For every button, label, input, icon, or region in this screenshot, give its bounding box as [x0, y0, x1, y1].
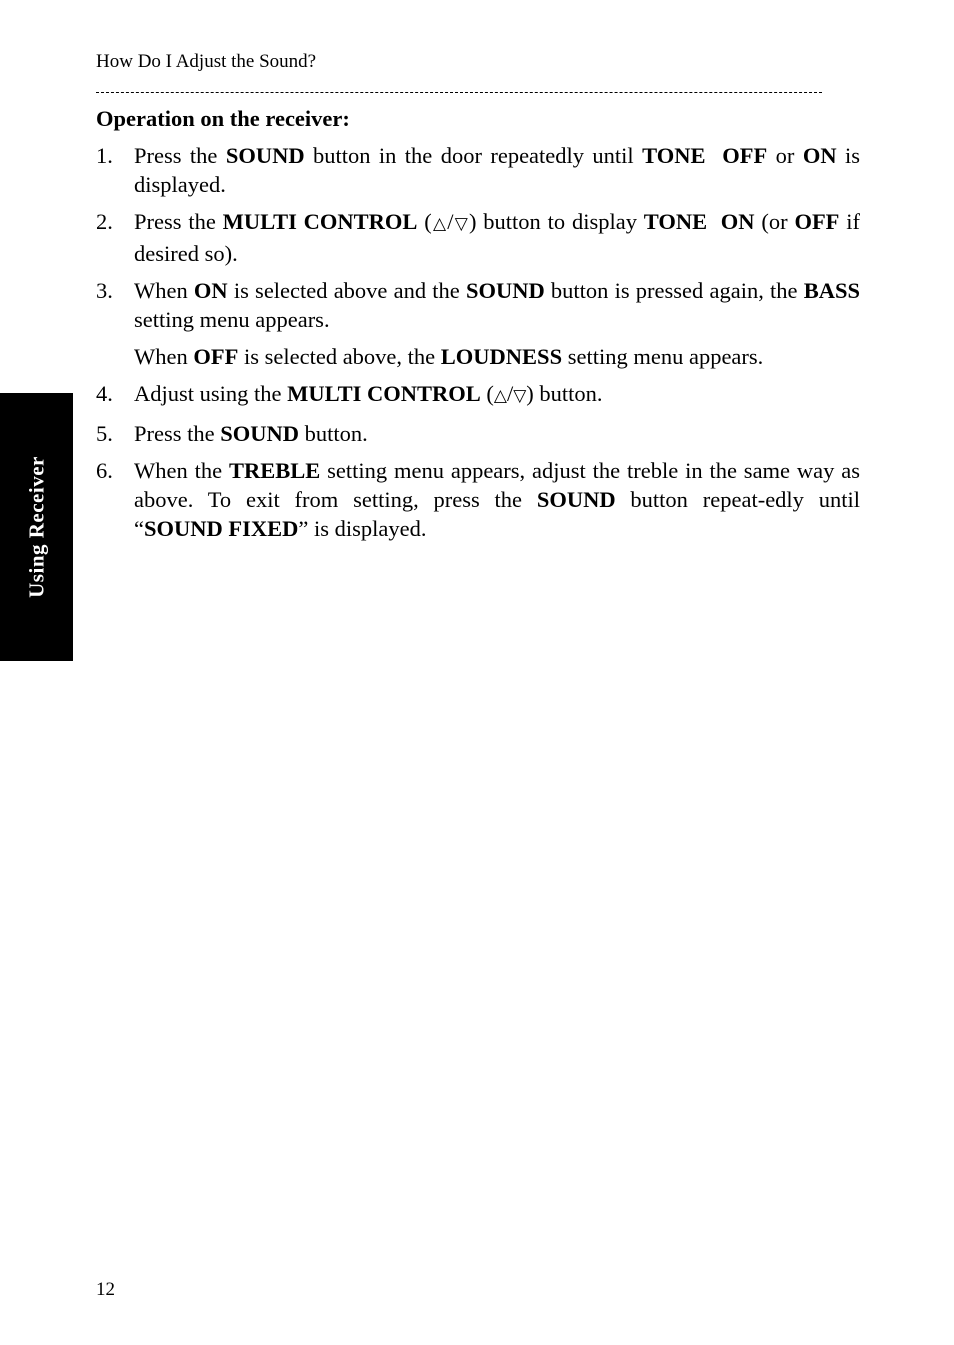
step-text [134, 379, 860, 411]
step-text [134, 456, 860, 543]
text-run: button repeat-edly until “ [134, 487, 860, 541]
text-run: if desired so). [134, 209, 861, 266]
slash-separator: / [447, 209, 454, 234]
key-label: TONE ON [643, 209, 755, 234]
down-triangle-icon: ▽ [453, 214, 469, 234]
text-run: ( [417, 209, 432, 234]
text-run: is selected above and the [227, 278, 466, 303]
text-run: When [134, 278, 194, 303]
step-1 [96, 141, 860, 199]
text-run: Press the [134, 421, 221, 446]
step-2 [96, 207, 860, 268]
step-3 [96, 276, 860, 334]
text-run: ” is displayed. [298, 516, 427, 541]
text-run: button in the door repeatedly until [304, 143, 643, 168]
text-run: When [134, 344, 194, 369]
key-label: SOUND [465, 278, 545, 303]
key-label: SOUND [225, 143, 305, 168]
step-text [134, 276, 860, 334]
running-head: How Do I Adjust the Sound? [96, 51, 317, 72]
step-number: 1. [96, 143, 113, 168]
side-tab [0, 393, 73, 661]
key-label: TREBLE [228, 458, 321, 483]
text-run: Press the [134, 209, 223, 234]
key-label: ON [802, 143, 837, 168]
key-label: SOUND [220, 421, 300, 446]
key-label: MULTI CONTROL [222, 209, 418, 234]
text-run: is displayed. [134, 143, 860, 197]
step-text [134, 207, 860, 268]
text-run: (or [754, 209, 795, 234]
text-run: When the [134, 458, 229, 483]
key-label: ON [193, 278, 228, 303]
slash-separator: / [506, 381, 514, 406]
header-dashed-rule [96, 92, 822, 93]
step-number: 4. [96, 381, 113, 406]
key-label: OFF [794, 209, 840, 234]
main-content [96, 104, 860, 551]
page-number: 12 [96, 1279, 115, 1300]
section-heading: Operation on the receiver: [96, 106, 350, 131]
step-text [134, 141, 860, 199]
text-run: setting menu appears. [134, 307, 330, 332]
key-label: BASS [803, 278, 860, 303]
step-6 [96, 456, 860, 543]
text-run: or [767, 143, 803, 168]
up-triangle-icon: △ [493, 386, 507, 406]
step-3-note [134, 342, 860, 371]
side-tab-label: Using Receiver [24, 456, 48, 598]
down-triangle-icon: ▽ [513, 386, 527, 406]
step-number: 2. [96, 209, 113, 234]
key-label: TONE OFF [642, 143, 768, 168]
text-run: ) button to display [468, 209, 644, 234]
key-label: MULTI CONTROL [287, 381, 481, 406]
up-triangle-icon: △ [431, 214, 448, 234]
text-run: Adjust using the [134, 381, 288, 406]
step-number: 3. [96, 278, 113, 303]
text-run: setting menu appears, adjust the treble in the same way as above. To exit from setting, press the [134, 458, 860, 512]
text-run: is selected above, the [238, 344, 441, 369]
key-label: OFF [193, 344, 239, 369]
text-run: ) button. [526, 381, 603, 406]
text-run: ( [480, 381, 494, 406]
step-number: 5. [96, 421, 113, 446]
step-4 [96, 379, 860, 411]
step-text [134, 419, 860, 448]
key-label: LOUDNESS [440, 344, 563, 369]
step-number: 6. [96, 458, 113, 483]
text-run: setting menu appears. [562, 344, 764, 369]
key-label: SOUND [536, 487, 616, 512]
step-5 [96, 419, 860, 448]
key-label: SOUND FIXED [144, 516, 299, 541]
text-run: button is pressed again, the [544, 278, 804, 303]
text-run: Press the [134, 143, 226, 168]
text-run: button. [299, 421, 368, 446]
